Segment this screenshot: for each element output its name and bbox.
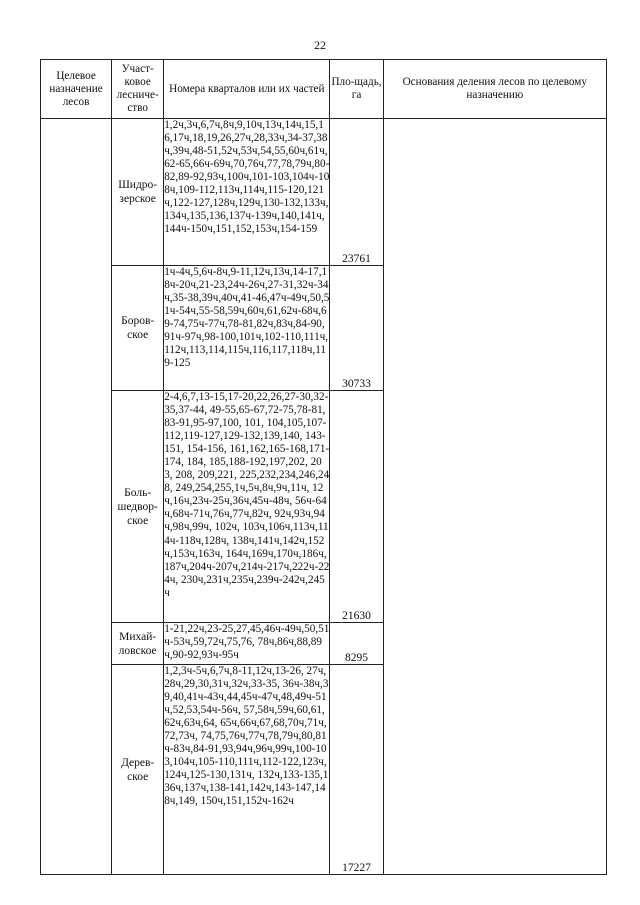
- header-district: Участ-ковое лесниче-ство: [112, 60, 164, 119]
- quarter-numbers: 1,2,3ч-5ч,6,7ч,8-11,12ч,13-26, 27ч,28ч,29,30,31ч,32ч,33-35, 36ч-38ч,39,40,41ч-43ч,44,45ч-47ч,48,49ч-51ч,52,53,54ч-56ч, 57,58ч,59ч,60,61,62ч,63ч,64, 65ч,66ч,67,68,70ч,71ч,72,73ч, 74,75,76ч,77ч,78,79ч,80,81ч-83ч,84-91,93,94ч,96ч,99ч,100-103,104ч,105-110,111ч,112-122,123ч,124ч,125-130,131ч, 132ч,133-135,136ч,137ч,138-141,142ч,143-147,148ч,149, 150ч,151,152ч-162ч: [164, 665, 330, 875]
- district-name: Михай-ловское: [112, 623, 164, 665]
- district-name: Дерев-ское: [112, 665, 164, 875]
- header-basis: Основания деления лесов по целевому назначению: [383, 60, 606, 119]
- header-purpose: Целевое назначение лесов: [41, 60, 112, 119]
- header-area: Пло-щадь, га: [330, 60, 383, 119]
- table-row: [41, 119, 607, 266]
- area-value: 21630: [330, 391, 383, 623]
- header-quarters: Номера кварталов или их частей: [164, 60, 330, 119]
- quarter-numbers: 2-4,6,7,13-15,17-20,22,26,27-30,32-35,37-44, 49-55,65-67,72-75,78-81,83-91,95-97,100, 101, 104,105,107-112,119-127,129-132,139,140, 143-151, 154-156, 161,162,165-168,171-174, 184, 185,188-192,197,202, 203, 208, 209,221, 225,232,234,246,248, 249,254,255,1ч,5ч,8ч,9ч,11ч, 12ч,16ч,23ч-25ч,36ч,45ч-48ч, 56ч-64ч,68ч-71ч,76ч,77ч,82ч, 92ч,93ч,94ч,98ч,99ч, 102ч, 103ч,106ч,113ч,114ч-118ч,128ч, 138ч,141ч,142ч,152ч,153ч,163ч, 164ч,169ч,170ч,186ч,187ч,204ч-207ч,214ч-217ч,222ч-224ч, 230ч,231ч,235ч,239ч-242ч,245ч: [164, 391, 330, 623]
- purpose-cell: [41, 119, 112, 875]
- basis-cell: [383, 119, 606, 875]
- quarter-numbers: 1-21,22ч,23-25,27,45,46ч-49ч,50,51ч-53ч,59,72ч,75,76, 78ч,86ч,88,89ч,90-92,93ч-95ч: [164, 623, 330, 665]
- quarter-numbers: 1,2ч,3ч,6,7ч,8ч,9,10ч,13ч,14ч,15,16,17ч,18,19,26,27ч,28,33ч,34-37,38ч,39ч,48-51,52ч,53ч,54,55,60ч,61ч,62-65,66ч-69ч,70,76ч,77,78,79ч,80-82,89-92,93ч,100ч,101-103,104ч-108ч,109-112,113ч,114ч,115-120,121ч,122-127,128ч,129ч,130-132,133ч,134ч,135,136,137ч-139ч,140,141ч,144ч-150ч,151,152,153ч,154-159: [164, 119, 330, 266]
- district-name: Боль-шедвор-ское: [112, 391, 164, 623]
- table-header-row: [41, 60, 607, 119]
- area-value: 17227: [330, 665, 383, 875]
- area-value: 30733: [330, 266, 383, 391]
- page-number: 22: [314, 38, 326, 52]
- area-value: 23761: [330, 119, 383, 266]
- area-value: 8295: [330, 623, 383, 665]
- district-name: Шидро-зерское: [112, 119, 164, 266]
- forest-division-table: [40, 59, 607, 875]
- district-name: Боров-ское: [112, 266, 164, 391]
- quarter-numbers: 1ч-4ч,5,6ч-8ч,9-11,12ч,13ч,14-17,18ч-20ч,21-23,24ч-26ч,27-31,32ч-34ч,35-38,39ч,40ч,41-46,47ч-49ч,50,51ч-54ч,55-58,59ч,60ч,61,62ч-68ч,69-74,75ч-77ч,78-81,82ч,83ч,84-90,91ч-97ч,98-100,101ч,102-110,111ч,112ч,113,114,115ч,116,117,118ч,119-125: [164, 266, 330, 391]
